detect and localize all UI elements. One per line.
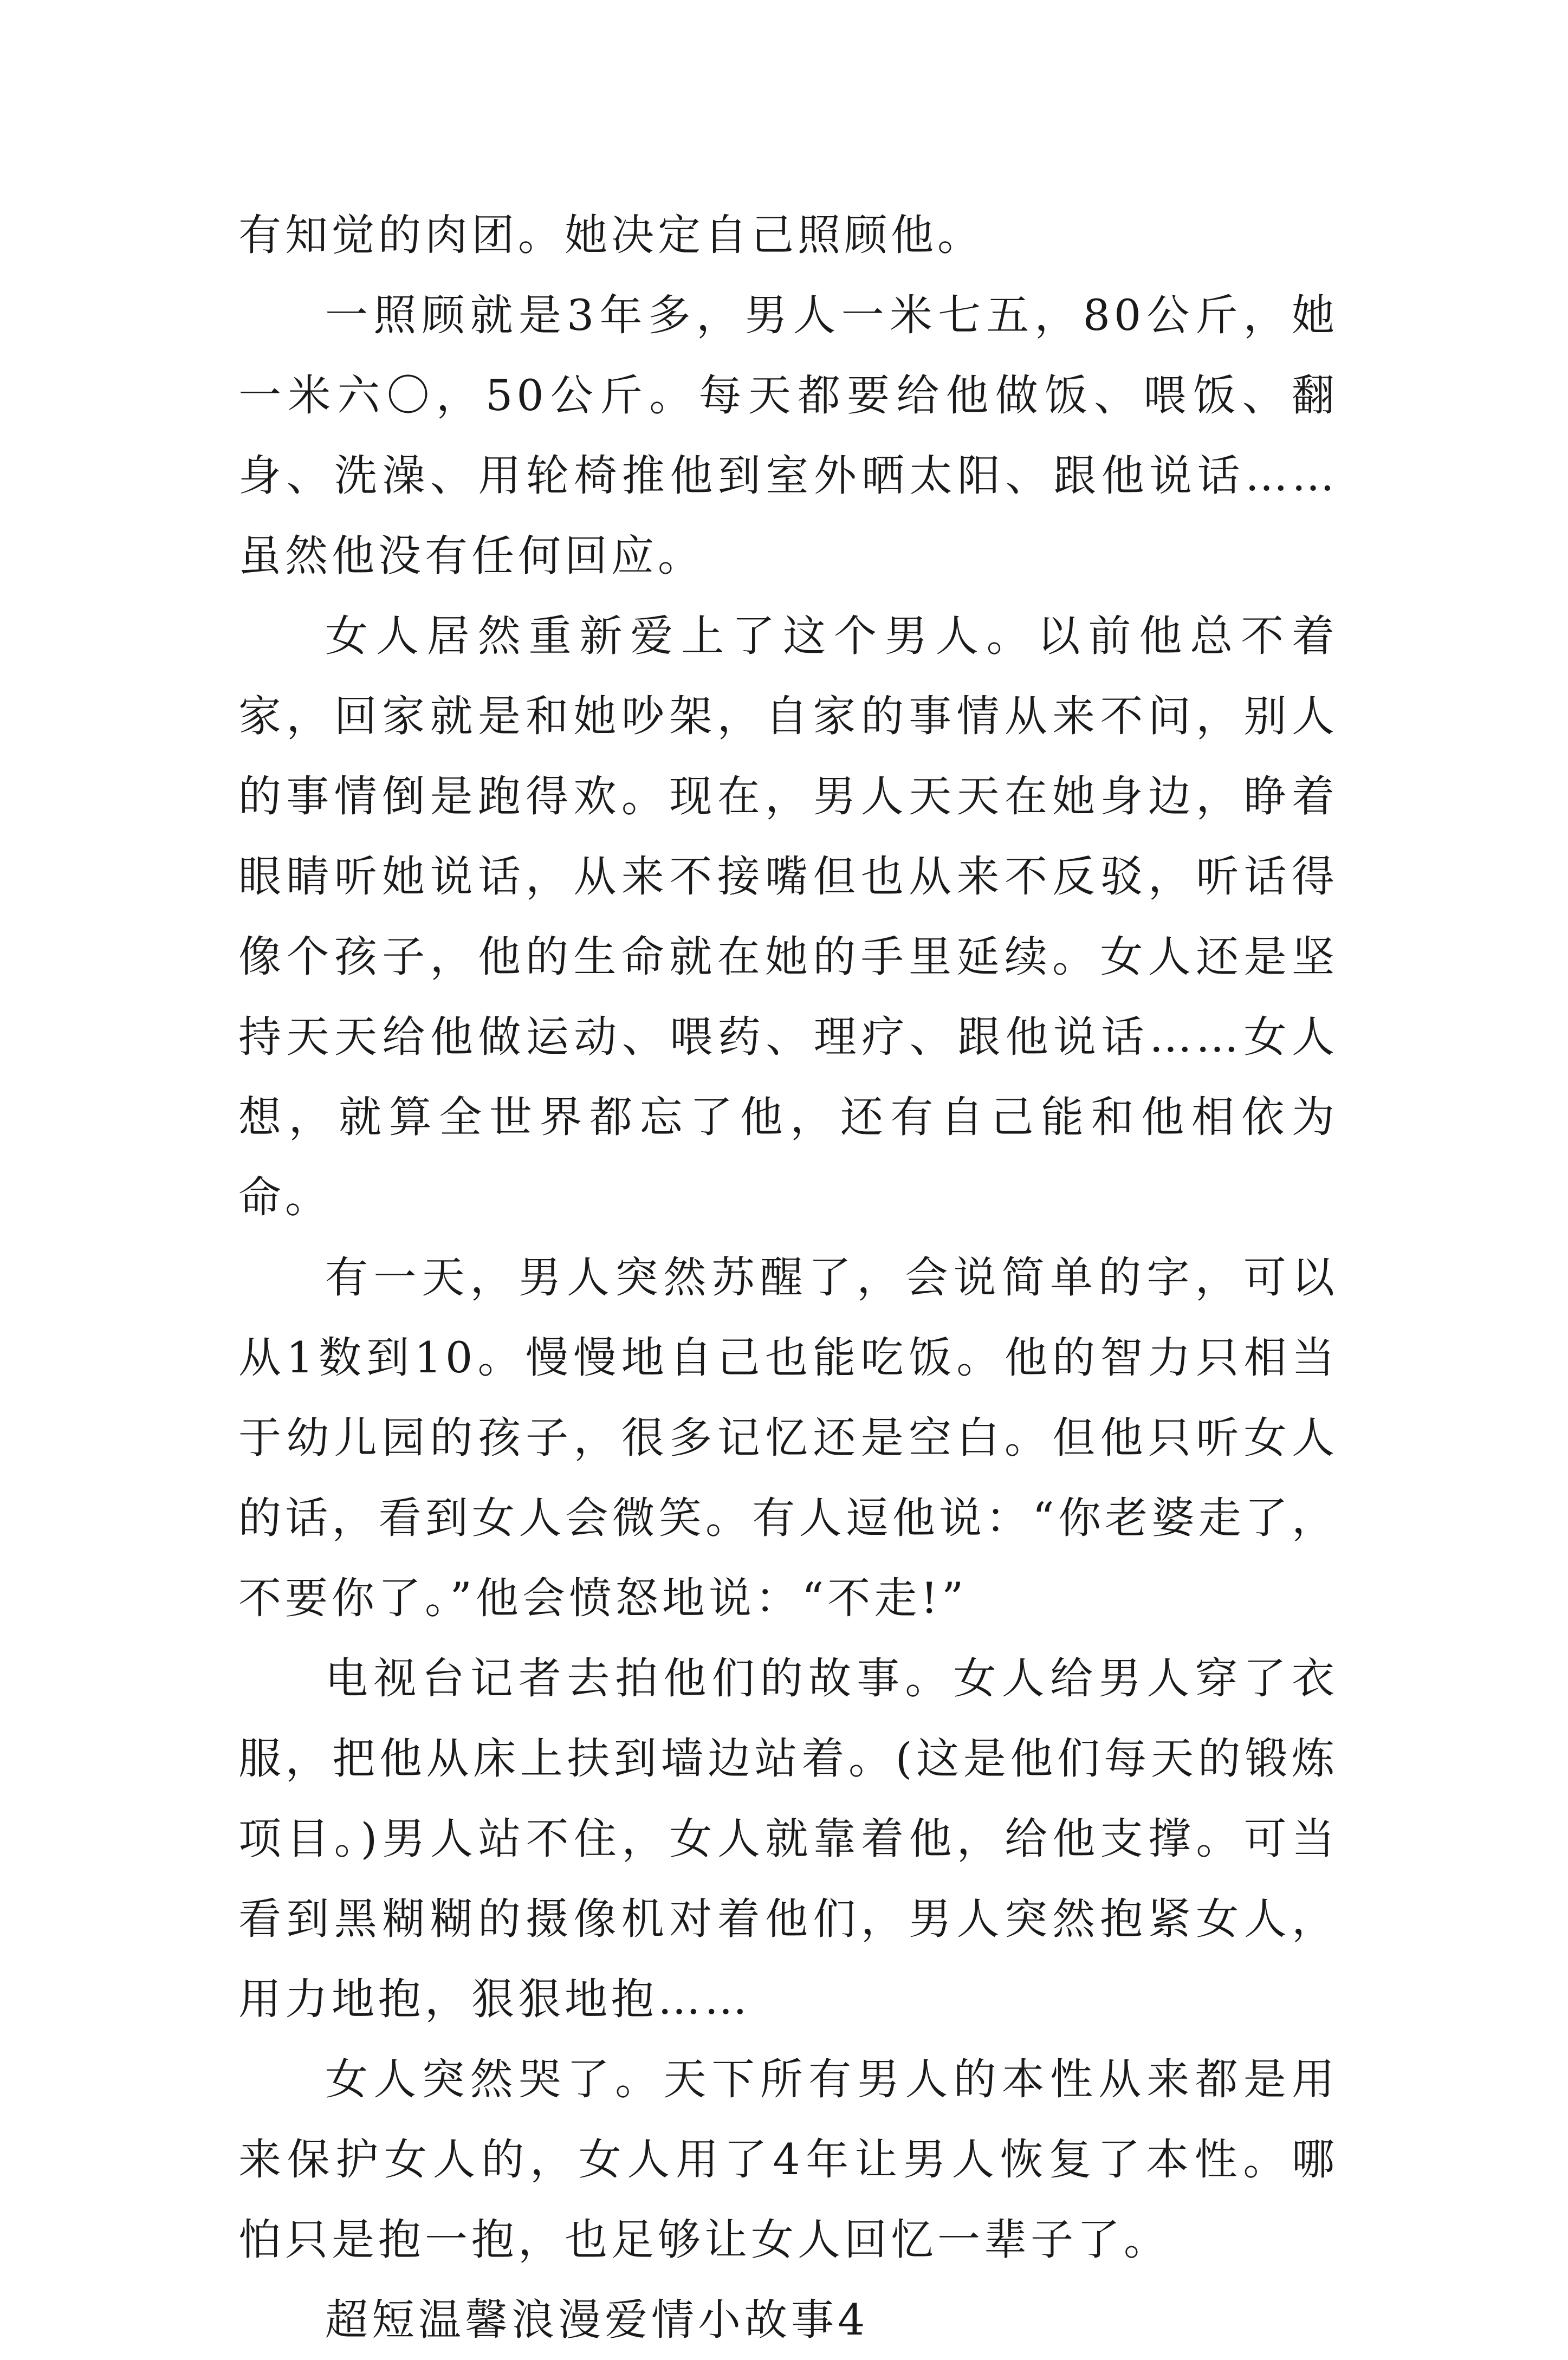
paragraph-3: 女人居然重新爱上了这个男人。以前他总不着家，回家就是和她吵架，自家的事情从来不问，别人的事情倒是跑得欢。现在，男人天天在她身边，睁着眼睛听她说话，从来不接嘴但也从来不反驳，听话得像个孩子，他的生命就在她的手里延续。女人还是坚持天天给他做运动、喂药、理疗、跟他说话……女人想，就算全世界都忘了他，还有自己能和他相依为命。 <box>238 611 1338 1222</box>
paragraph-2: 一照顾就是3年多，男人一米七五，80公斤，她一米六〇，50公斤。每天都要给他做饭、喂饭、翻身、洗澡、用轮椅推他到室外晒太阳、跟他说话……虽然他没有任何回应。 <box>238 290 1338 581</box>
paragraph-5: 电视台记者去拍他们的故事。女人给男人穿了衣服，把他从床上扶到墙边站着。(这是他们每天的锻炼项目。)男人站不住，女人就靠着他，给他支撑。可当看到黑糊糊的摄像机对着他们，男人突然抱紧女人，用力地抱，狠狠地抱…… <box>238 1654 1338 2024</box>
paragraph-4: 有一天，男人突然苏醒了，会说简单的字，可以从1数到10。慢慢地自己也能吃饭。他的智力只相当于幼儿园的孩子，很多记忆还是空白。但他只听女人的话，看到女人会微笑。有人逗他说：“你老婆走了，不要你了。”他会愤怒地说：“不走!” <box>238 1253 1338 1623</box>
paragraph-1: 有知觉的肉团。她决定自己照顾他。 <box>238 210 984 260</box>
document-body <box>238 195 1338 2360</box>
paragraph-6: 女人突然哭了。天下所有男人的本性从来都是用来保护女人的，女人用了4年让男人恢复了本性。哪怕只是抱一抱，也足够让女人回忆一辈子了。 <box>238 2054 1338 2265</box>
section-heading: 超短温馨浪漫爱情小故事4 <box>325 2295 869 2345</box>
